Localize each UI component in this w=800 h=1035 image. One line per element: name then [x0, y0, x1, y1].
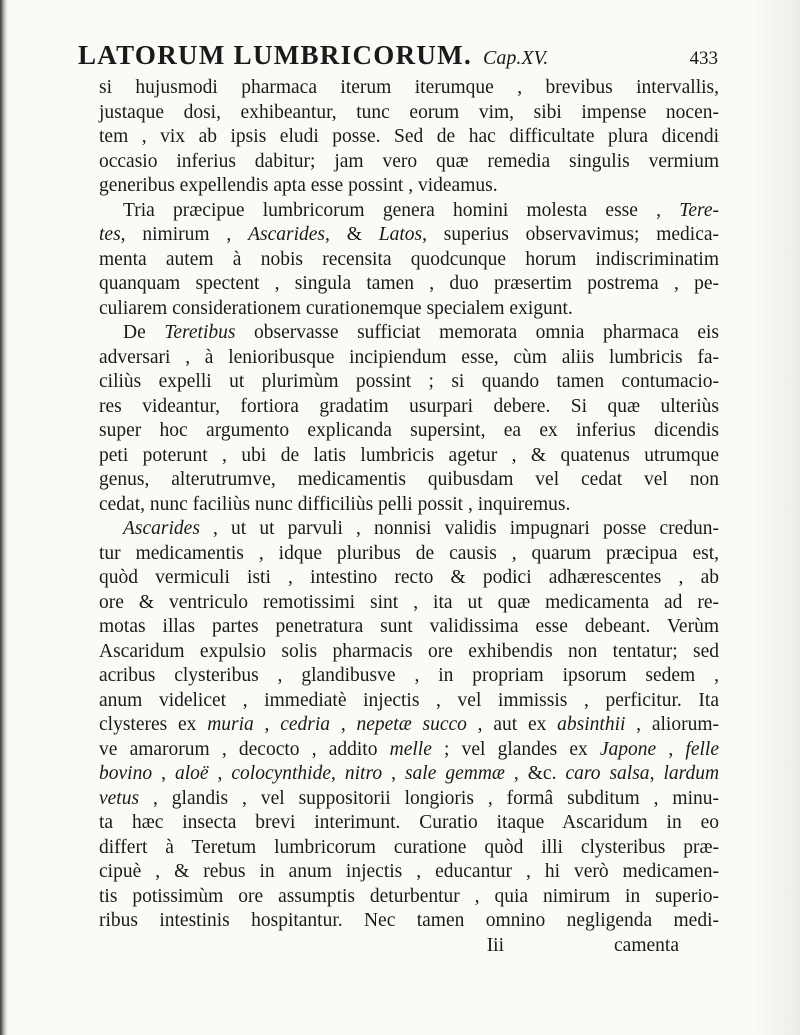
text-line: justaque dosi, exhibeantur, tunc eorum vim, sibi impense nocen-	[99, 101, 719, 123]
text-line: tem , vix ab ipsis eludi posse. Sed de hac difficultate plura dicendi	[99, 126, 719, 147]
text-line: quòd vermiculi isti , intestino recto & podici adhærescentes , ab	[99, 567, 719, 588]
text-line: ciliùs expelli ut plurimùm possint ; si quando tamen contumacio-	[99, 371, 719, 392]
signature-mark: Iii	[486, 934, 505, 956]
text-line: acribus clysteribus , glandibusve , in propriam ipsorum sedem ,	[99, 665, 719, 686]
text-line: cipuè , & rebus in anum injectis , educantur , hi verò medicamen-	[99, 861, 719, 882]
page-edge-shadow	[754, 0, 800, 1035]
text-line: menta autem à nobis recensita quodcunque horum indiscriminatim	[99, 248, 719, 270]
text-line: Tria præcipue lumbricorum genera homini molesta esse , Tere-	[123, 199, 719, 221]
text-line: genus, alterutrumve, medicamentis quibusdam vel cedat vel non	[99, 469, 719, 490]
text-line: peti poterunt , ubi de latis lumbricis agetur , & quatenus utrumque	[99, 444, 719, 466]
text-line: occasio inferius dabitur; jam vero quæ remedia singulis vermium	[99, 150, 719, 172]
page-number: 433	[689, 48, 718, 69]
text-line: quanquam spectent , singula tamen , duo præsertim postrema , pe-	[99, 273, 719, 294]
text-line: Ascaridum expulsio solis pharmacis ore exhibendis non tentatur; sed	[99, 640, 719, 662]
text-line: De Teretibus observasse sufficiat memorata omnia pharmaca eis	[123, 322, 719, 343]
text-line: tur medicamentis , idque pluribus de causis , quarum præcipua est,	[99, 542, 719, 564]
catchword: camenta	[614, 934, 679, 956]
body-text	[99, 76, 719, 958]
text-line: ribus intestinis hospitantur. Nec tamen omnino negligenda medi-	[99, 910, 719, 931]
text-line: ore & ventriculo remotissimi sint , ita ut quæ medicamenta ad re-	[99, 591, 719, 613]
text-line: ve amarorum , decocto , addito melle ; vel glandes ex Japone , felle	[99, 738, 719, 760]
text-line: cedat, nunc faciliùs nunc difficiliùs pelli possit , inquiremus.	[99, 493, 571, 515]
text-line: tis potissimùm ore assumptis deturbentur , quia nimirum in superio-	[99, 885, 719, 907]
text-line: ta hæc insecta brevi interimunt. Curatio itaque Ascaridum in eo	[99, 812, 719, 833]
running-header	[78, 40, 718, 76]
text-line: si hujusmodi pharmaca iterum iterumque , brevibus intervallis,	[99, 77, 719, 98]
text-line: Ascarides , ut ut parvuli , nonnisi validis impugnari posse credun-	[123, 518, 719, 539]
text-line: bovino , aloë , colocynthide, nitro , sale gemmæ , &c. caro salsa, lardum	[99, 763, 720, 784]
text-line: generibus expellendis apta esse possint , videamus.	[99, 175, 498, 196]
chapter-reference: Cap.XV.	[483, 47, 549, 69]
catchword-line	[99, 934, 719, 959]
text-line: motas illas partes penetratura sunt validissima esse debeant. Verùm	[99, 616, 719, 637]
running-title: LATORUM LUMBRICORUM.	[78, 40, 472, 70]
text-line: vetus , glandis , vel suppositorii longioris , formâ subditum , minu-	[99, 787, 719, 809]
text-line: res videantur, fortiora gradatim usurpari debere. Si quæ ulteriùs	[99, 395, 719, 417]
text-line: culiarem considerationem curationemque specialem exigunt.	[99, 297, 573, 319]
text-line: clysteres ex muria , cedria , nepetæ succo , aut ex absinthii , aliorum-	[99, 714, 719, 735]
text-line: adversari , à lenioribusque incipiendum esse, cùm aliis lumbricis fa-	[99, 346, 719, 368]
text-line: differt à Teretum lumbricorum curatione quòd illi clysteribus præ-	[99, 836, 719, 858]
text-line: super hoc argumento explicanda supersint, ea ex inferius dicendis	[99, 420, 719, 441]
page-gutter-shadow	[0, 0, 8, 1035]
text-line: tes, nimirum , Ascarides, & Latos, superius observavimus; medica-	[99, 224, 719, 245]
text-line: anum videlicet , immediatè injectis , vel immissis , perficitur. Ita	[99, 689, 719, 711]
